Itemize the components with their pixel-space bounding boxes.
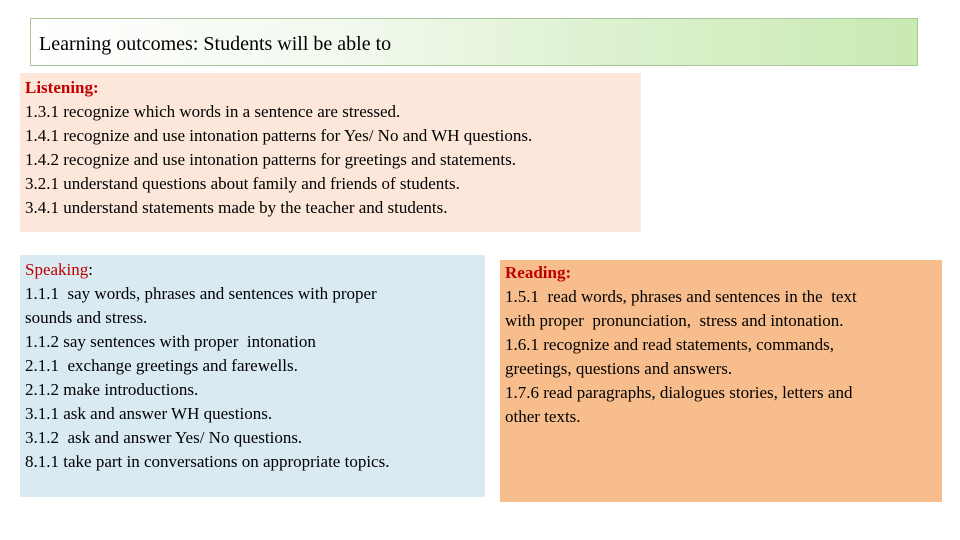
reading-heading: Reading: — [505, 263, 572, 282]
speaking-line: 8.1.1 take part in conversations on appropriate topics. — [25, 452, 390, 471]
speaking-line: 2.1.1 exchange greetings and farewells. — [25, 356, 298, 375]
speaking-heading-line — [25, 258, 389, 282]
listening-content — [25, 76, 532, 220]
listening-panel — [20, 73, 641, 232]
listening-item: 3.2.1 understand questions about family and friends of students. — [25, 174, 460, 193]
reading-line: other texts. — [505, 407, 581, 426]
reading-line: 1.7.6 read paragraphs, dialogues stories, letters and — [505, 383, 853, 402]
reading-line: greetings, questions and answers. — [505, 359, 733, 378]
listening-heading: Listening: — [25, 78, 99, 97]
slide-title: Learning outcomes: Students will be able to — [39, 33, 392, 55]
speaking-line: 3.1.1 ask and answer WH questions. — [25, 404, 273, 423]
speaking-line: 2.1.2 make introductions. — [25, 380, 199, 399]
speaking-panel — [20, 255, 485, 497]
listening-item: 1.3.1 recognize which words in a sentence are stressed. — [25, 102, 401, 121]
speaking-line: 1.1.1 say words, phrases and sentences with proper — [25, 284, 377, 303]
speaking-line: 1.1.2 say sentences with proper intonation — [25, 332, 316, 351]
title-banner — [30, 18, 918, 66]
reading-line: with proper pronunciation, stress and intonation. — [505, 311, 844, 330]
listening-item: 1.4.2 recognize and use intonation patterns for greetings and statements. — [25, 150, 516, 169]
reading-line: 1.5.1 read words, phrases and sentences in the text — [505, 287, 857, 306]
listening-item: 1.4.1 recognize and use intonation patterns for Yes/ No and WH questions. — [25, 126, 533, 145]
reading-content — [505, 261, 857, 429]
speaking-line: 3.1.2 ask and answer Yes/ No questions. — [25, 428, 303, 447]
speaking-heading: Speaking — [25, 260, 89, 279]
speaking-heading-colon: : — [88, 260, 94, 279]
reading-panel — [500, 260, 942, 502]
reading-line: 1.6.1 recognize and read statements, commands, — [505, 335, 835, 354]
listening-item: 3.4.1 understand statements made by the teacher and students. — [25, 198, 448, 217]
speaking-content — [25, 258, 389, 474]
speaking-line: sounds and stress. — [25, 308, 148, 327]
